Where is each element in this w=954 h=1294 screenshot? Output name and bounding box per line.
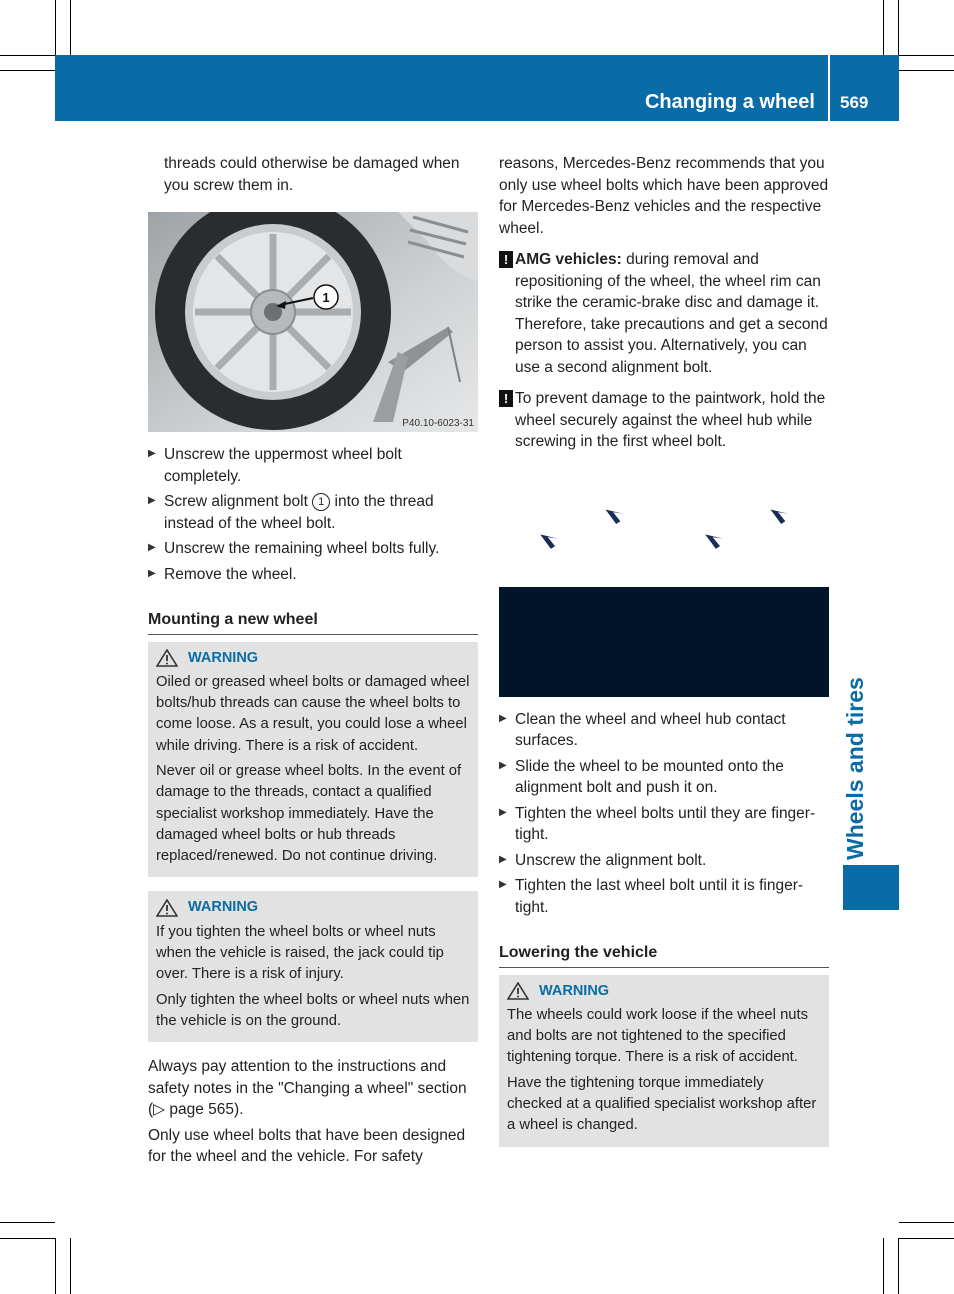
- list-item: ▶ Clean the wheel and wheel hub contact surfaces.: [499, 710, 786, 749]
- list-item: ▶ Unscrew the alignment bolt.: [499, 851, 707, 869]
- warning-text: Oiled or greased wheel bolts or damaged wheel bolts/hub threads can cause the wheel bolts to come loose. As a result, you could lose a wheel while driving. There is a risk of accident.: [156, 673, 470, 754]
- callout-1-icon: 1: [312, 493, 330, 511]
- crop-mark: [898, 1238, 899, 1294]
- exclamation-icon: !: [499, 390, 513, 407]
- step-arrow-icon: ▶: [148, 567, 156, 579]
- chapter-tab-marker: [843, 865, 899, 910]
- warning-box: [499, 975, 829, 1147]
- warning-triangle-icon: [156, 899, 178, 917]
- list-item: ▶ Slide the wheel to be mounted onto the alignment bolt and push it on.: [499, 757, 784, 796]
- bolt-arrows-illustration: [499, 477, 829, 587]
- warning-text: Never oil or grease wheel bolts. In the event of damage to the threads, contact a qualified specialist workshop immediately. Have the damaged wheel bolts or hub threads replaced/renewed. Do not continue driving.: [156, 762, 462, 865]
- figure-code: P40.10-6023-31: [402, 418, 474, 429]
- crop-mark: [55, 1238, 56, 1294]
- continued-text: reasons, Mercedes-Benz recommends that you only use wheel bolts which have been approved for Mercedes-Benz vehicles and the respective wheel.: [499, 155, 829, 237]
- step-arrow-icon: ▶: [499, 879, 507, 890]
- crop-mark: [883, 1238, 884, 1294]
- crop-mark: [0, 55, 55, 56]
- step-arrow-icon: ▶: [499, 712, 507, 724]
- page-header: [55, 55, 899, 121]
- crop-mark: [70, 0, 71, 55]
- figure-callout-1: 1: [322, 290, 330, 305]
- section-heading: Mounting a new wheel: [148, 609, 478, 635]
- right-column: [499, 153, 829, 1161]
- crop-mark: [55, 0, 56, 55]
- warning-triangle-icon: [156, 649, 178, 667]
- crop-mark: [0, 1238, 55, 1239]
- crop-mark: [0, 70, 55, 71]
- warning-box: [148, 642, 478, 878]
- alignment-figure: [499, 477, 829, 587]
- crop-mark: [0, 1222, 55, 1223]
- left-column: [148, 153, 478, 1172]
- wheel-illustration: [148, 212, 478, 432]
- warning-triangle-icon: [507, 982, 529, 1000]
- step-arrow-icon: ▶: [148, 542, 156, 553]
- step-arrow-icon: ▶: [499, 853, 507, 865]
- crop-mark: [898, 0, 899, 55]
- chapter-tab-label: Wheels and tires: [842, 677, 868, 860]
- header-divider: [828, 55, 830, 121]
- crop-mark: [899, 70, 954, 71]
- body-paragraph: Always pay attention to the instructions and safety notes in the "Changing a wheel" section (▷ page 565).: [148, 1058, 467, 1119]
- exclamation-icon: !: [499, 251, 513, 268]
- body-paragraph: Only use wheel bolts that have been designed for the wheel and the vehicle. For safety: [148, 1126, 466, 1166]
- section-heading: Lowering the vehicle: [499, 942, 829, 968]
- warning-header: WARNING: [156, 648, 470, 669]
- crop-mark: [899, 1222, 954, 1223]
- step-arrow-icon: ▶: [499, 806, 507, 818]
- warning-text: If you tighten the wheel bolts or wheel nuts when the vehicle is raised, the jack could tip over. There is a risk of injury.: [156, 923, 444, 983]
- warning-text: Have the tightening torque immediately checked at a qualified specialist workshop after a wheel is changed.: [507, 1074, 817, 1134]
- caution-note: ! To prevent damage to the paintwork, hold the wheel securely against the wheel hub while screwing in the first wheel bolt.: [499, 388, 829, 453]
- list-item: ▶ Unscrew the uppermost wheel bolt completely.: [148, 446, 402, 485]
- warning-header: WARNING: [156, 897, 470, 918]
- wheel-figure: [148, 212, 478, 432]
- caution-note: ! AMG vehicles: during removal and repositioning of the wheel, the wheel rim can strike the ceramic-brake disc and damage it. Therefore, take precautions and get a second person to assist you. Alternatively, you can use a second alignment bolt.: [499, 249, 829, 378]
- step-arrow-icon: ▶: [148, 495, 156, 506]
- list-item: ▶ Unscrew the remaining wheel bolts fully.: [148, 540, 440, 557]
- crop-mark: [899, 1238, 954, 1239]
- page-title: Changing a wheel: [644, 91, 815, 113]
- list-item: ▶ Tighten the last wheel bolt until it is finger-tight.: [499, 877, 804, 916]
- warning-text: Only tighten the wheel bolts or wheel nuts when the vehicle is on the ground.: [156, 991, 470, 1029]
- list-item: ▶ Tighten the wheel bolts until they are finger-tight.: [499, 804, 816, 843]
- step-arrow-icon: ▶: [499, 759, 507, 771]
- list-item: ▶ Remove the wheel.: [148, 565, 297, 583]
- crop-mark: [899, 55, 954, 56]
- dark-image-panel: [499, 587, 829, 697]
- page-number: 569: [840, 93, 869, 112]
- step-arrow-icon: ▶: [148, 448, 156, 459]
- warning-box: [148, 891, 478, 1042]
- warning-header: WARNING: [507, 981, 821, 1002]
- list-item: ▶ Screw alignment bolt 1 into the thread instead of the wheel bolt.: [148, 493, 434, 532]
- continued-text: threads could otherwise be damaged when you screw them in.: [164, 155, 460, 194]
- warning-text: The wheels could work loose if the wheel nuts and bolts are not tightened to the specified tightening torque. There is a risk of accident.: [507, 1006, 809, 1066]
- crop-mark: [883, 0, 884, 55]
- crop-mark: [70, 1238, 71, 1294]
